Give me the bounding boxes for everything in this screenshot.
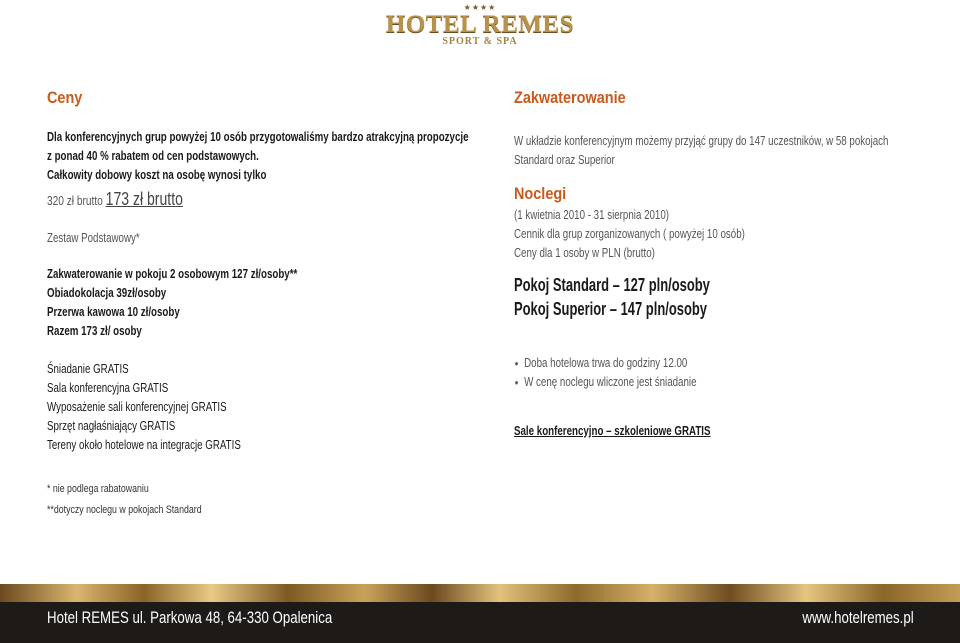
logo-name: HOTEL REMES xyxy=(385,11,575,38)
free-breakfast: Śniadanie GRATIS xyxy=(47,362,129,376)
hotel-logo xyxy=(0,0,960,52)
offer-superior: Pokoj Superior – 147 pln/osoby xyxy=(514,299,708,319)
free-room: Sala konferencyjna GRATIS xyxy=(47,381,169,395)
decorative-gold-band xyxy=(0,584,960,602)
bullet-checkout: • Doba hotelowa trwa do godziny 12.00 xyxy=(514,356,688,371)
free-grounds: Tereny około hotelowe na integracje GRATIS xyxy=(47,438,241,452)
item-coffee: Przerwa kawowa 10 zł/osoby xyxy=(47,305,180,319)
noclegi-group-pricing: Cennik dla grup zorganizowanych ( powyżej 10 osób) xyxy=(514,227,745,241)
noclegi-heading: Noclegi xyxy=(514,184,567,203)
bullet-dot-icon: • xyxy=(514,356,519,371)
note-standard: **dotyczy noclegu w pokojach Standard xyxy=(47,504,202,516)
capacity-line-1: W układzie konferencyjnym możemy przyjąć grupy do 147 uczestników, w 58 pokojach xyxy=(514,134,889,148)
prices-column xyxy=(47,88,477,519)
offer-standard: Pokoj Standard – 127 pln/osoby xyxy=(514,275,710,295)
prices-heading: Ceny xyxy=(47,88,83,107)
capacity-line-2: Standard oraz Superior xyxy=(514,153,615,167)
item-total: Razem 173 zł/ osoby xyxy=(47,324,142,338)
note-discount: * nie podlega rabatowaniu xyxy=(47,483,149,495)
logo-tagline: SPORT & SPA xyxy=(442,36,518,47)
price-line xyxy=(47,188,382,212)
package-name: Zestaw Podstawowy* xyxy=(47,231,140,245)
info-bullets xyxy=(514,354,934,392)
hotel-address: Hotel REMES ul. Parkowa 48, 64-330 Opalenica xyxy=(47,608,333,627)
bullet-dot-icon: • xyxy=(514,375,519,390)
free-sound: Sprzęt nagłaśniający GRATIS xyxy=(47,419,176,433)
item-dinner: Obiadokolacja 39zł/osoby xyxy=(47,286,167,300)
item-accommodation: Zakwaterowanie w pokoju 2 osobowym 127 zł/osoby** xyxy=(47,267,298,281)
accommodation-heading: Zakwaterowanie xyxy=(514,88,626,107)
page-footer xyxy=(0,602,960,643)
conference-rooms-free: Sale konferencyjno – szkoleniowe GRATIS xyxy=(514,424,711,438)
noclegi-per-person: Ceny dla 1 osoby w PLN (brutto) xyxy=(514,246,655,260)
price-old: 320 zł brutto xyxy=(47,193,103,208)
intro-line-3: Całkowity dobowy koszt na osobę wynosi tylko xyxy=(47,168,267,182)
price-new: 173 zł brutto xyxy=(105,189,183,209)
accommodation-column xyxy=(514,88,934,441)
bullet-breakfast: • W cenę noclegu wliczone jest śniadanie xyxy=(514,375,697,390)
noclegi-period: (1 kwietnia 2010 - 31 sierpnia 2010) xyxy=(514,208,670,222)
website-link[interactable]: www.hotelremes.pl xyxy=(802,608,914,627)
intro-line-2: z ponad 40 % rabatem od cen podstawowych. xyxy=(47,149,259,163)
free-equipment: Wyposażenie sali konferencyjnej GRATIS xyxy=(47,400,227,414)
logo-stars: ★★★★ xyxy=(463,3,497,12)
intro-line-1: Dla konferencyjnych grup powyżej 10 osób przygotowaliśmy bardzo atrakcyjną propozycje xyxy=(47,130,469,144)
